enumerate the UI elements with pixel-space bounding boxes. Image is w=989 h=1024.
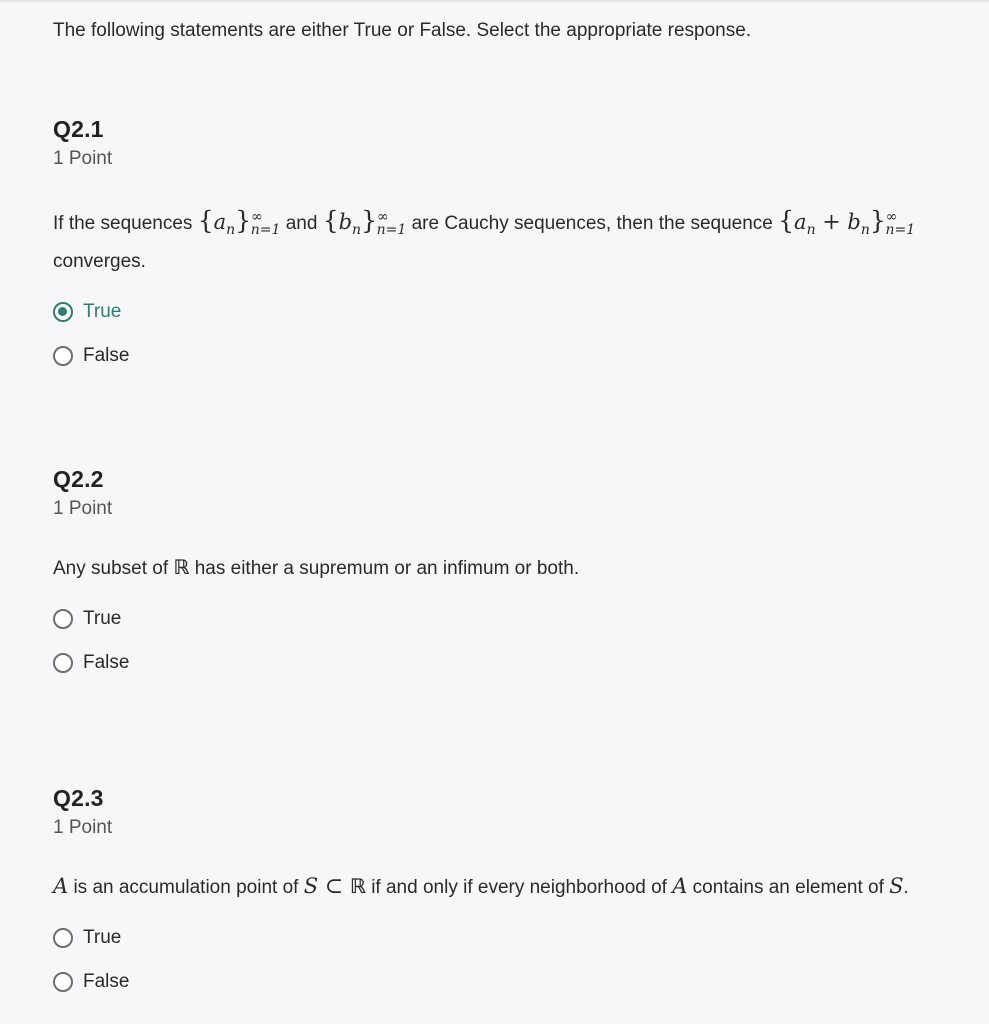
option-label: True bbox=[83, 927, 122, 948]
math-sum-sequence: $\{a_n + b_n\}^\infty_{n=1}$ bbox=[778, 206, 916, 239]
radio-empty-icon[interactable] bbox=[53, 346, 73, 366]
radio-empty-icon[interactable] bbox=[53, 609, 73, 629]
statement-text: Any subset of bbox=[53, 558, 174, 579]
statement-text: contains an element of bbox=[687, 877, 890, 898]
question-statement bbox=[53, 201, 923, 278]
math-b-sequence: $\{b_n\}^\infty_{n=1}$ bbox=[322, 206, 407, 239]
math-A: A bbox=[672, 874, 688, 898]
radio-empty-icon[interactable] bbox=[53, 972, 73, 992]
option-true[interactable] bbox=[53, 597, 933, 641]
question-title: Q2.1 bbox=[53, 116, 104, 142]
question-statement bbox=[53, 551, 923, 585]
option-false[interactable] bbox=[53, 334, 933, 378]
radio-empty-icon[interactable] bbox=[53, 653, 73, 673]
radio-selected-icon[interactable] bbox=[53, 302, 73, 322]
statement-text: If the sequences bbox=[53, 213, 198, 234]
question-q2-1 bbox=[53, 115, 933, 378]
option-label: True bbox=[83, 608, 122, 629]
instructions-text: The following statements are either True or False. Select the appropriate response. bbox=[53, 20, 752, 41]
top-divider bbox=[0, 0, 989, 3]
question-points: 1 Point bbox=[53, 817, 113, 838]
math-reals: ℝ bbox=[173, 555, 190, 579]
question-q2-3 bbox=[53, 784, 933, 1004]
option-label: True bbox=[83, 301, 122, 323]
question-title: Q2.3 bbox=[53, 785, 104, 811]
statement-text: and bbox=[280, 213, 323, 234]
question-q2-2 bbox=[53, 465, 933, 685]
question-points: 1 Point bbox=[53, 498, 113, 519]
math-S-subset-R: S ⊂ ℝ bbox=[303, 874, 366, 899]
option-true[interactable] bbox=[53, 290, 933, 334]
option-label: False bbox=[83, 345, 130, 367]
option-false[interactable] bbox=[53, 641, 933, 685]
question-points: 1 Point bbox=[53, 148, 113, 169]
answer-options bbox=[53, 916, 933, 1004]
math-A: A bbox=[53, 874, 69, 898]
option-label: False bbox=[83, 971, 130, 992]
statement-text: if and only if every neighborhood of bbox=[365, 877, 673, 898]
question-statement bbox=[53, 870, 923, 904]
option-true[interactable] bbox=[53, 916, 933, 960]
answer-options bbox=[53, 597, 933, 685]
math-S: S bbox=[889, 874, 904, 898]
statement-text: are Cauchy sequences, then the sequence bbox=[406, 213, 779, 234]
answer-options bbox=[53, 290, 933, 378]
math-a-sequence: $\{a_n\}^\infty_{n=1}$ bbox=[197, 206, 281, 239]
statement-text: . bbox=[903, 877, 909, 898]
statement-text: has either a supremum or an infimum or both. bbox=[189, 558, 580, 579]
option-label: False bbox=[83, 652, 130, 673]
option-false[interactable] bbox=[53, 960, 933, 1004]
statement-text: converges. bbox=[53, 251, 146, 273]
question-title: Q2.2 bbox=[53, 466, 104, 492]
radio-empty-icon[interactable] bbox=[53, 928, 73, 948]
statement-text: is an accumulation point of bbox=[68, 877, 304, 898]
